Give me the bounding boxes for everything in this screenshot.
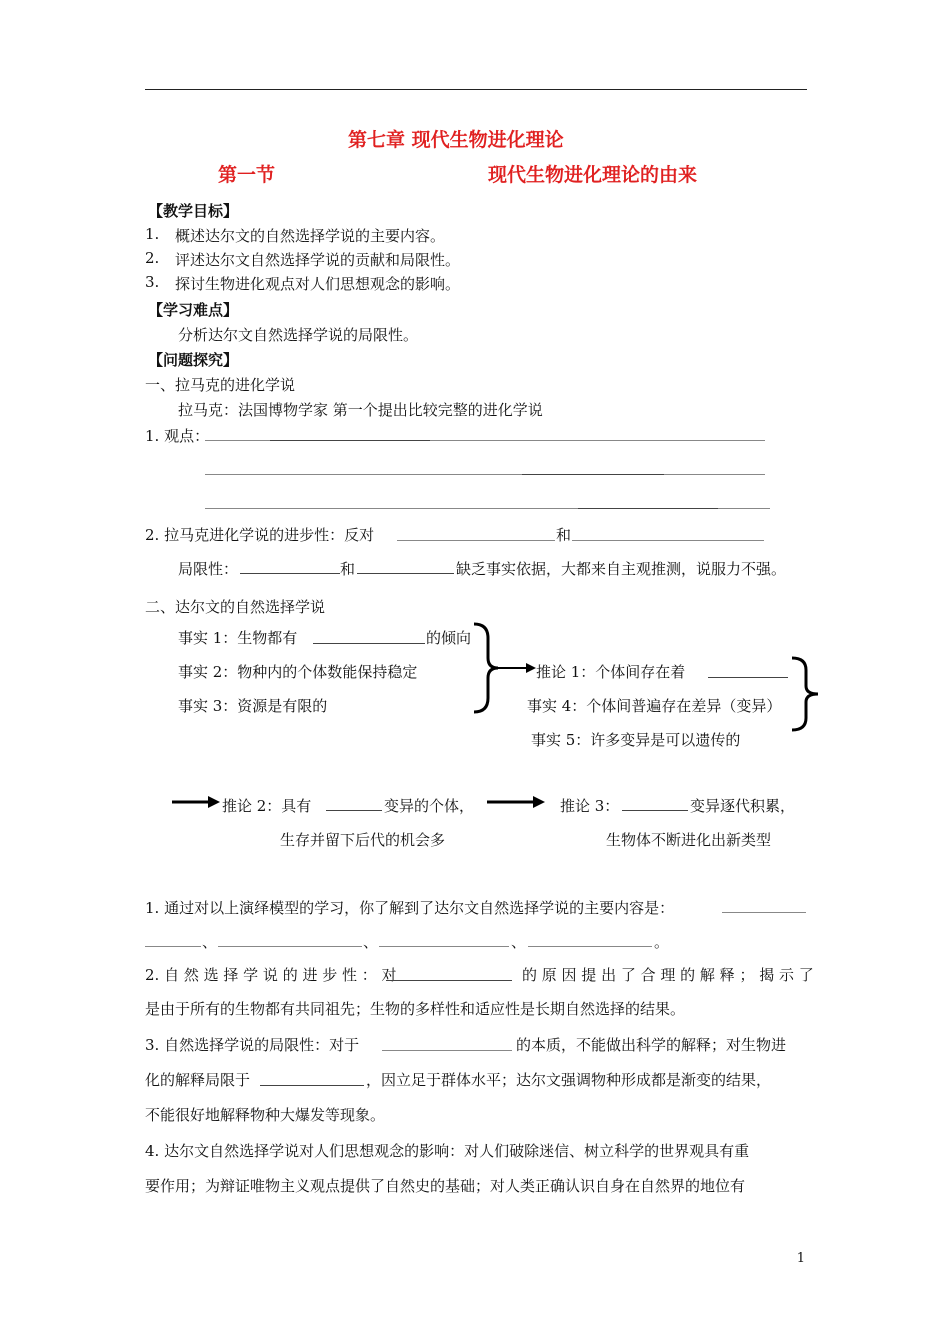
inference-2-a: 推论 2：具有	[222, 797, 312, 815]
section-title: 现代生物进化理论的由来	[488, 164, 698, 186]
fact-4: 事实 4：个体间普遍存在差异（变异）	[527, 697, 782, 715]
inference-1-blank[interactable]	[708, 677, 788, 678]
viewpoint-blank-3-dark	[578, 508, 718, 509]
viewpoint-blank-2-dark	[522, 474, 664, 475]
section-label: 第一节	[218, 164, 276, 186]
question-1-end: 。	[654, 933, 670, 951]
goal-item-2: 评述达尔文自然选择学说的贡献和局限性。	[175, 251, 461, 269]
limit-blank-2[interactable]	[357, 573, 454, 574]
inference-3-line2: 生物体不断进化出新类型	[606, 831, 772, 849]
arrow-right-icon	[172, 794, 222, 810]
goal-number-1: 1.	[145, 225, 160, 243]
right-brace-icon	[786, 654, 826, 734]
question-3-line2-a: 化的解释局限于	[145, 1071, 251, 1089]
header-rule	[145, 89, 807, 90]
inference-3-blank[interactable]	[622, 810, 688, 811]
fact-1-a: 事实 1：生物都有	[178, 629, 298, 647]
question-4-line1: 4. 达尔文自然选择学说对人们思想观念的影响：对人们破除迷信、树立科学的世界观具有重	[145, 1142, 750, 1160]
darwin-heading: 二、达尔文的自然选择学说	[145, 598, 326, 616]
inference-3-a: 推论 3：	[560, 797, 620, 815]
question-2-b: 的 原 因 提 出 了 合 理 的 解 释 ； 揭 示 了	[522, 966, 814, 984]
fact-3: 事实 3：资源是有限的	[178, 697, 328, 715]
question-2-line2: 是由于所有的生物都有共同祖先；生物的多样性和适应性是长期自然选择的结果。	[145, 1000, 686, 1018]
question-3-blank-1[interactable]	[382, 1050, 512, 1051]
arrow-right-icon	[487, 794, 547, 810]
inference-2-b: 变异的个体，	[384, 797, 475, 815]
question-1-sep-1: 、	[202, 933, 218, 951]
question-3-a: 3. 自然选择学说的局限性：对于	[145, 1036, 360, 1054]
fact-1-blank[interactable]	[313, 643, 425, 644]
difficulty-text: 分析达尔文自然选择学说的局限性。	[178, 326, 419, 344]
progress-and: 和	[556, 526, 572, 544]
inference-2-blank[interactable]	[326, 810, 382, 811]
viewpoint-label: 1. 观点：	[145, 427, 210, 445]
limit-label: 局限性：	[178, 560, 239, 578]
explore-header: 【问题探究】	[148, 351, 239, 369]
fact-5: 事实 5：许多变异是可以遗传的	[531, 731, 741, 749]
limit-blank-1[interactable]	[240, 573, 340, 574]
question-1-blank-3[interactable]	[379, 946, 509, 947]
viewpoint-blank-1-dark	[270, 440, 430, 441]
fact-2: 事实 2：物种内的个体数能保持稳定	[178, 663, 418, 681]
page-number: 1	[796, 1251, 805, 1266]
inference-3-b: 变异逐代积累，	[690, 797, 796, 815]
inference-1: 推论 1：个体间存在着	[536, 663, 686, 681]
question-1-blank-1b[interactable]	[145, 946, 201, 947]
question-1-sep-2: 、	[363, 933, 379, 951]
question-1-blank-1a[interactable]	[722, 912, 806, 913]
progress-blank-2[interactable]	[572, 540, 764, 541]
question-1-sep-3: 、	[511, 933, 527, 951]
chapter-title: 第七章 现代生物进化理论	[348, 129, 564, 151]
question-2-a: 2. 自 然 选 择 学 说 的 进 步 性 ： 对	[145, 966, 397, 984]
teaching-goals-header: 【教学目标】	[148, 202, 239, 220]
question-3-line3: 不能很好地解释物种大爆发等现象。	[145, 1106, 386, 1124]
goal-number-2: 2.	[145, 249, 160, 267]
limit-tail: 缺乏事实依据，大都来自主观推测，说服力不强。	[456, 560, 787, 578]
question-1-blank-2[interactable]	[218, 946, 362, 947]
goal-number-3: 3.	[145, 273, 160, 291]
viewpoint-blank-2[interactable]	[205, 474, 765, 475]
fact-1-b: 的倾向	[426, 629, 472, 647]
difficulty-header: 【学习难点】	[148, 301, 239, 319]
question-1-blank-4[interactable]	[528, 946, 652, 947]
question-1-line1: 1. 通过对以上演绎模型的学习，你了解到了达尔文自然选择学说的主要内容是：	[145, 899, 675, 917]
lamarck-heading: 一、拉马克的进化学说	[145, 376, 296, 394]
goal-item-3: 探讨生物进化观点对人们思想观念的影响。	[175, 275, 461, 293]
question-2-blank[interactable]	[386, 980, 512, 981]
goal-item-1: 概述达尔文的自然选择学说的主要内容。	[175, 227, 446, 245]
progress-label: 2. 拉马克进化学说的进步性：反对	[145, 526, 375, 544]
limit-and: 和	[340, 560, 356, 578]
progress-blank-1[interactable]	[397, 540, 555, 541]
question-4-line2: 要作用；为辩证唯物主义观点提供了自然史的基础；对人类正确认识自身在自然界的地位有	[145, 1177, 746, 1195]
inference-2-line2: 生存并留下后代的机会多	[280, 831, 446, 849]
question-3-blank-2[interactable]	[260, 1085, 364, 1086]
question-3-line2-b: ，因立足于群体水平；达尔文强调物种形成都是渐变的结果，	[366, 1071, 772, 1089]
question-3-b: 的本质，不能做出科学的解释；对生物进	[516, 1036, 787, 1054]
lamarck-intro: 拉马克：法国博物学家 第一个提出比较完整的进化学说	[178, 401, 543, 419]
